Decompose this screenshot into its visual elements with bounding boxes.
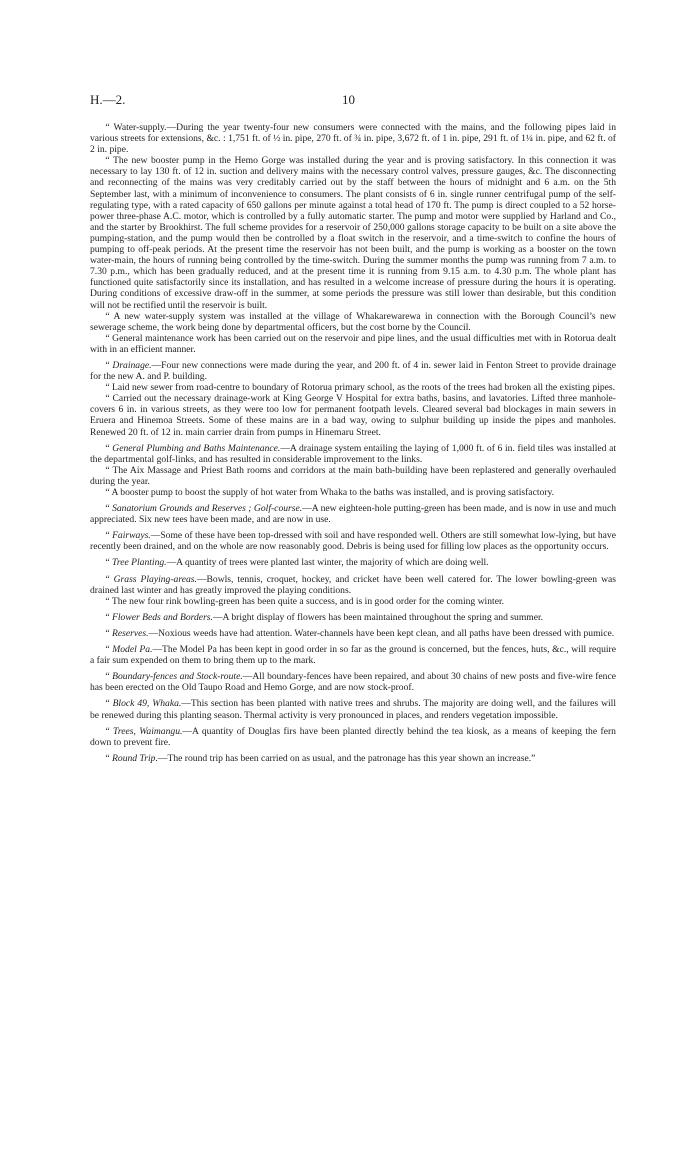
section-heading: Reserves. bbox=[112, 627, 149, 639]
paragraph: “ General maintenance work has been carried out on the reservoir and pipe lines, and the usual difficulties met with in Rotorua dealt with in an efficient manner. bbox=[90, 332, 616, 355]
section-heading: Flower Beds and Borders. bbox=[112, 611, 213, 623]
paragraph: “ Sanatorium Grounds and Reserves ; Golf-course.—A new eighteen-hole putting-green has been made, and is now in use and much appreciated. Six new tees have been made, and are now in use. bbox=[90, 503, 616, 526]
paragraph: “ The new four rink bowling-green has been quite a success, and is in good order for the coming winter. bbox=[105, 595, 505, 607]
report-body bbox=[90, 122, 616, 764]
paragraph: “ A new water-supply system was installed at the village of Whakarewarewa in connection with the Borough Council’s new sewerage scheme, the work being done by departmental officers, but the cost borne by the Council. bbox=[90, 310, 616, 333]
paragraph: “ Block 49, Whaka.—This section has been planted with native trees and shrubs. The majority are doing well, and the failures will be renewed during this planting season. Thermal activity is very pronounced in places, and renders vegetation impossible. bbox=[90, 698, 616, 721]
section-heading: Round Trip. bbox=[112, 752, 158, 764]
page-number: 10 bbox=[342, 92, 355, 107]
section-heading: Grass Playing-areas. bbox=[113, 573, 197, 585]
section-heading: Fairways. bbox=[112, 530, 151, 542]
paragraph: “ Fairways.—Some of these have been top-dressed with soil and have responded well. Others are still somewhat low-lying, but have recently been drained, and on the whole are now reasonably good. Debris is being used for filling low places as the opportunity occurs. bbox=[90, 530, 616, 553]
paragraph: “ Boundary-fences and Stock-route.—All boundary-fences have been repaired, and about 30 chains of new posts and five-wire fence has been erected on the Old Taupo Road and Hemo Gorge, and are now stock-proof. bbox=[90, 671, 617, 694]
section-heading: Model Pa. bbox=[112, 644, 153, 656]
section-heading: Tree Planting. bbox=[112, 557, 167, 569]
paragraph: “ Carried out the necessary drainage-work at King George V Hospital for extra baths, basins, and lavatories. Lifted three manhole-covers 6 in. in various streets, as they were too low for permanent footpath levels. Cleared several bad blockages in main sewers in Eruera and Hinemoa Streets. Some of these mains are in a bad way, owing to sulphur building up inside the pipes and manholes. Renewed 20 ft. of 12 in. main carrier drain from pumps in Hinemaru Street. bbox=[90, 393, 616, 438]
paragraph: “ Round Trip.—The round trip has been carried on as usual, and the patronage has this year shown an increase.” bbox=[105, 752, 536, 764]
section-heading: Block 49, Whaka. bbox=[112, 698, 182, 710]
paragraph: “ Reserves.—Noxious weeds have had attention. Water-channels have been kept clean, and all paths have been dressed with pumice. bbox=[105, 627, 615, 639]
section-heading: Drainage. bbox=[112, 359, 152, 371]
paragraph: “ Laid new sewer from road-centre to boundary of Rotorua primary school, as the roots of the trees had broken all the existing pipes. bbox=[105, 382, 616, 394]
section-heading: Trees, Waimangu. bbox=[113, 725, 183, 737]
document-reference: H.—2. bbox=[90, 92, 126, 107]
paragraph: “ A booster pump to boost the supply of hot water from Whaka to the baths was installed, and is proving satisfactory. bbox=[105, 487, 555, 498]
section-heading: Boundary-fences and Stock-route. bbox=[112, 671, 243, 683]
section-heading: Sanatorium Grounds and Reserves ; Golf-course. bbox=[112, 503, 303, 515]
paragraph: “ Model Pa.—The Model Pa has been kept in good order in so far as the ground is concerned, but the fences, huts, &c., will require a fair sum expended on them to bring them up to the mark. bbox=[90, 644, 616, 667]
paragraph: “ General Plumbing and Baths Maintenance.—A drainage system entailing the laying of 1,000 ft. of 6 in. field tiles was installed at the departmental golf-links, and has resulted in considerable improvement to the links. bbox=[90, 442, 616, 465]
paragraph: “ Drainage.—Four new connections were made during the year, and 200 ft. of 4 in. sewer laid in Fenton Street to provide drainage for the new A. and P. building. bbox=[90, 359, 616, 383]
paragraph: “ The new booster pump in the Hemo Gorge was installed during the year and is proving satisfactory. In this connection it was necessary to lay 130 ft. of 12 in. suction and delivery mains with the necessary control valves, pressure gauges, &c. The disconnecting and reconnecting of the mains was very creditably carried out by the staff between the hours of midnight and 6 a.m. on the 5th September last, with a minimum of inconvenience to consumers. The plant consists of 6 in. single runner centrifugal pump of the self-regulating type, with a rated capacity of 650 gallons per minute against a total head of 170 ft. The pump is direct coupled to a 52 horse-power three-phase A.C. motor, which is controlled by a fully automatic starter. The pump and motor were supplied by Harland and Co., and the starter by Brookhirst. The full scheme provides for a reservoir of 250,000 gallons storage capacity to be built on a site above the pumping-station, and the pump would then be controlled by a float switch in the reservoir, and a time-switch to confine the hours of pumping to off-peak periods. At the present time the reservoir has not been built, and the pump is working as a booster on the town water-main, the hours of running being controlled by the time-switch. During the summer months the pump was running from 7 a.m. to 7.30 p.m., which has been gradually reduced, and at the present time it is running from 9.15 a.m. to 4.30 p.m. The whole plant has functioned quite satisfactorily since its installation, and has resulted in a welcome increase of pressure during the hours it is operating. During conditions of excessive draw-off in the summer, at some periods the pressure was still lower than desirable, but this condition will not be rectified until the reservoir is built. bbox=[90, 155, 616, 311]
paragraph: “ Tree Planting.—A quantity of trees were planted last winter, the majority of which are doing well. bbox=[105, 557, 489, 569]
paragraph: “ The Aix Massage and Priest Bath rooms and corridors at the main bath-building have been replastered and generally overhauled during the year. bbox=[90, 464, 616, 487]
paragraph: “ Flower Beds and Borders.—A bright display of flowers has been maintained throughout the spring and summer. bbox=[105, 611, 544, 623]
paragraph: “ Trees, Waimangu.—A quantity of Douglas firs have been planted directly behind the tea kiosk, as a means of keeping the fern down to prevent fire. bbox=[90, 725, 616, 748]
section-heading: General Plumbing and Baths Maintenance. bbox=[112, 442, 281, 454]
paragraph: “ Grass Playing-areas.—Bowls, tennis, croquet, hockey, and cricket have been well catered for. The lower bowling-green was drained last winter and has greatly improved the playing conditions. bbox=[90, 573, 616, 596]
paragraph: “ Water-supply.—During the year twenty-four new consumers were connected with the mains, and the following pipes laid in various streets for extensions, &c. : 1,751 ft. of ½ in. pipe, 270 ft. of ¾ in. pipe, 3,672 ft. of 1 in. pipe, 291 ft. of 1¼ in. pipe, and 62 ft. of 2 in. pipe. bbox=[90, 122, 616, 156]
page-header bbox=[90, 92, 610, 108]
